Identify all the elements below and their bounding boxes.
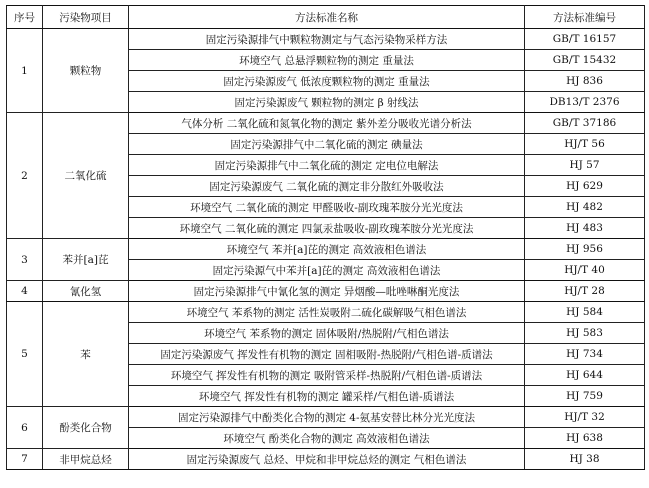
method-name-cell: 环境空气 酚类化合物的测定 高效液相色谱法	[129, 428, 525, 449]
table-row	[7, 449, 645, 470]
method-code-cell: HJ/T 56	[525, 134, 645, 155]
method-code-cell: HJ 734	[525, 344, 645, 365]
table-row	[7, 239, 645, 260]
row-number-cell: 1	[7, 29, 43, 113]
table-row	[7, 281, 645, 302]
method-code-cell: HJ 759	[525, 386, 645, 407]
table-row	[7, 407, 645, 428]
method-code-cell: GB/T 37186	[525, 113, 645, 134]
table-row	[7, 113, 645, 134]
pollutant-item-cell: 苯并[a]芘	[43, 239, 129, 281]
method-name-cell: 环境空气 苯系物的测定 活性炭吸附二硫化碳解吸气相色谱法	[129, 302, 525, 323]
pollutant-item-cell: 二氧化硫	[43, 113, 129, 239]
method-code-cell: HJ 644	[525, 365, 645, 386]
method-name-cell: 环境空气 挥发性有机物的测定 吸附管采样-热脱附/气相色谱-质谱法	[129, 365, 525, 386]
method-name-cell: 固定污染源气中苯并[a]芘的测定 高效液相色谱法	[129, 260, 525, 281]
method-name-cell: 固定污染源废气 低浓度颗粒物的测定 重量法	[129, 71, 525, 92]
standards-table-container	[6, 5, 645, 470]
pollutant-item-cell: 氰化氢	[43, 281, 129, 302]
row-number-cell: 7	[7, 449, 43, 470]
method-code-cell: HJ 38	[525, 449, 645, 470]
header-method-code: 方法标准编号	[525, 6, 645, 29]
table-body	[7, 29, 645, 470]
row-number-cell: 5	[7, 302, 43, 407]
method-name-cell: 气体分析 二氧化硫和氮氧化物的测定 紫外差分吸收光谱分析法	[129, 113, 525, 134]
row-number-cell: 6	[7, 407, 43, 449]
method-name-cell: 环境空气 二氧化硫的测定 甲醛吸收-副玫瑰苯胺分光光度法	[129, 197, 525, 218]
method-code-cell: HJ 483	[525, 218, 645, 239]
row-number-cell: 4	[7, 281, 43, 302]
method-code-cell: DB13/T 2376	[525, 92, 645, 113]
standards-table	[6, 5, 645, 470]
row-number-cell: 2	[7, 113, 43, 239]
method-name-cell: 固定污染源排气中二氧化硫的测定 定电位电解法	[129, 155, 525, 176]
row-number-cell: 3	[7, 239, 43, 281]
method-name-cell: 固定污染源废气 挥发性有机物的测定 固相吸附-热脱附/气相色谱-质谱法	[129, 344, 525, 365]
method-code-cell: HJ/T 40	[525, 260, 645, 281]
header-no: 序号	[7, 6, 43, 29]
method-name-cell: 固定污染源废气 颗粒物的测定 β 射线法	[129, 92, 525, 113]
method-name-cell: 环境空气 二氧化硫的测定 四氯汞盐吸收-副玫瑰苯胺分光光度法	[129, 218, 525, 239]
method-code-cell: HJ 57	[525, 155, 645, 176]
method-code-cell: GB/T 16157	[525, 29, 645, 50]
method-name-cell: 固定污染源废气 总烃、甲烷和非甲烷总烃的测定 气相色谱法	[129, 449, 525, 470]
method-code-cell: GB/T 15432	[525, 50, 645, 71]
method-code-cell: HJ/T 32	[525, 407, 645, 428]
method-name-cell: 环境空气 苯并[a]芘的测定 高效液相色谱法	[129, 239, 525, 260]
table-header-row	[7, 6, 645, 29]
pollutant-item-cell: 非甲烷总烃	[43, 449, 129, 470]
method-code-cell: HJ 836	[525, 71, 645, 92]
pollutant-item-cell: 苯	[43, 302, 129, 407]
header-method-name: 方法标准名称	[129, 6, 525, 29]
method-name-cell: 固定污染源排气中氰化氢的测定 异烟酸—吡唑啉酮光度法	[129, 281, 525, 302]
method-code-cell: HJ 638	[525, 428, 645, 449]
table-row	[7, 29, 645, 50]
method-code-cell: HJ 482	[525, 197, 645, 218]
method-name-cell: 固定污染源排气中酚类化合物的测定 4-氨基安替比林分光光度法	[129, 407, 525, 428]
pollutant-item-cell: 酚类化合物	[43, 407, 129, 449]
method-name-cell: 环境空气 总悬浮颗粒物的测定 重量法	[129, 50, 525, 71]
method-name-cell: 固定污染源排气中颗粒物测定与气态污染物采样方法	[129, 29, 525, 50]
method-code-cell: HJ 629	[525, 176, 645, 197]
method-code-cell: HJ/T 28	[525, 281, 645, 302]
header-pollutant-item: 污染物项目	[43, 6, 129, 29]
method-name-cell: 环境空气 挥发性有机物的测定 罐采样/气相色谱-质谱法	[129, 386, 525, 407]
method-code-cell: HJ 583	[525, 323, 645, 344]
method-name-cell: 固定污染源废气 二氧化硫的测定非分散红外吸收法	[129, 176, 525, 197]
table-row	[7, 302, 645, 323]
pollutant-item-cell: 颗粒物	[43, 29, 129, 113]
method-name-cell: 环境空气 苯系物的测定 固体吸附/热脱附/气相色谱法	[129, 323, 525, 344]
method-code-cell: HJ 584	[525, 302, 645, 323]
method-name-cell: 固定污染源排气中二氧化硫的测定 碘量法	[129, 134, 525, 155]
method-code-cell: HJ 956	[525, 239, 645, 260]
